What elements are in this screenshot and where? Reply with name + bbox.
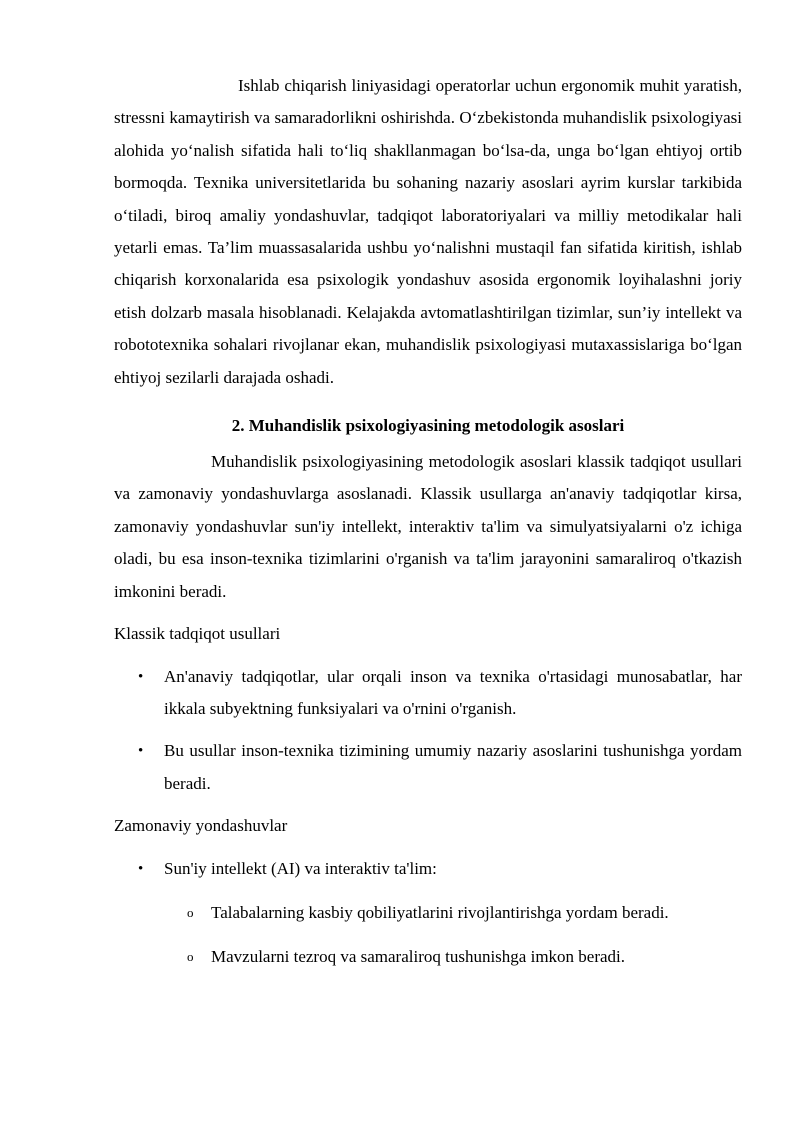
list-item-text: An'anaviy tadqiqotlar, ular orqali inson va texnika o'rtasidagi munosabatlar, har ikkala subyektning funksiyalari va o'rnini o'rganish. xyxy=(164,666,742,718)
page-content xyxy=(114,70,742,974)
bullet-marker: • xyxy=(138,860,144,877)
sub-bullet-marker: o xyxy=(187,904,194,920)
list-item xyxy=(114,735,742,800)
classic-methods-list xyxy=(114,661,742,801)
list-item xyxy=(114,661,742,726)
modern-approaches-label: Zamonaviy yondashuvlar xyxy=(114,816,288,836)
sub-list-item-text: Talabalarning kasbiy qobiliyatlarini rivojlantirishga yordam beradi. xyxy=(211,902,669,922)
sub-list-item-text: Mavzularni tezroq va samaraliroq tushunishga imkon beradi. xyxy=(211,947,626,967)
modern-approaches-list xyxy=(114,853,742,885)
sub-list-item xyxy=(114,941,742,973)
modern-sublist xyxy=(114,897,742,974)
section-heading: 2. Muhandislik psixologiyasining metodologik asoslari xyxy=(231,416,625,436)
list-item-text: Sun'iy intellekt (AI) va interaktiv ta'lim: xyxy=(164,858,437,878)
paragraph-methodology: Muhandislik psixologiyasining metodologik asoslari klassik tadqiqot usullari va zamonaviy yondashuvlarga asoslanadi. Klassik usullarga an'anaviy tadqiqotlar kirsa, zamonaviy yondashuvlar sun'iy intellekt, interaktiv ta'lim va simulyatsiyalarni o'z ichiga oladi, bu esa inson-texnika tizimlarini o'rganish va ta'lim jarayonini samaraliroq o'tkazish imkonini beradi. xyxy=(114,452,742,601)
sub-list-item xyxy=(114,897,742,929)
bullet-marker: • xyxy=(138,668,144,685)
paragraph-intro: Ishlab chiqarish liniyasidagi operatorlar uchun ergonomik muhit yaratish, stressni kamaytirish va samaradorlikni oshirishda. O‘zbekistonda muhandislik psixologiyasi alohida yo‘nalish sifatida hali to‘liq shakllanmagan bo‘lsa-da, unga bo‘lgan ehtiyoj ortib bormoqda. Texnika universitetlarida bu sohaning nazariy asoslari ayrim kurslar tarkibida o‘tiladi, biroq amaliy yondashuvlar, tadqiqot laboratoriyalari va milliy metodikalar hali yetarli emas. Ta’lim muassasalarida ushbu yo‘nalishni mustaqil fan sifatida kiritish, ishlab chiqarish korxonalarida esa psixologik yondashuv asosida ergonomik loyihalashni joriy etish dolzarb masala hisoblanadi. Kelajakda avtomatlashtirilgan tizimlar, sun’iy intellekt va robototexnika sohalari rivojlanar ekan, muhandislik psixologiyasi mutaxassislariga bo‘lgan ehtiyoj sezilarli darajada oshadi. xyxy=(114,76,742,387)
list-item xyxy=(114,853,742,885)
bullet-marker: • xyxy=(138,743,144,760)
sub-bullet-marker: o xyxy=(187,949,194,965)
classic-methods-label: Klassik tadqiqot usullari xyxy=(114,624,281,644)
list-item-text: Bu usullar inson-texnika tizimining umumiy nazariy asoslarini tushunishga yordam beradi. xyxy=(164,741,742,793)
